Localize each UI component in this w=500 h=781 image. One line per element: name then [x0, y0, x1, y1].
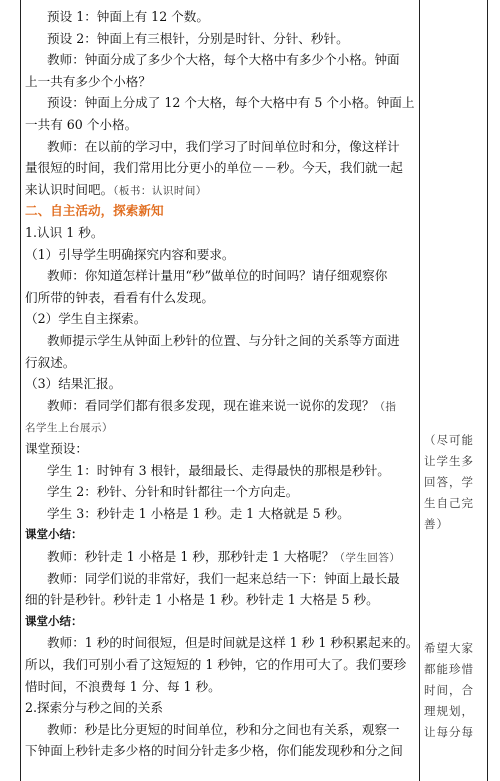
- inline-note: （学生回答）: [334, 552, 401, 564]
- text-line: [25, 115, 417, 134]
- text-line: [25, 677, 417, 696]
- line-text: 惜时间，不浪费每 1 分、每 1 秒。: [25, 678, 221, 694]
- side-note-line: （尽可能: [424, 433, 474, 447]
- side-note-line: 都能珍惜: [424, 662, 474, 676]
- inline-note: （指: [374, 400, 397, 413]
- text-line: [25, 741, 417, 760]
- text-line: [25, 569, 439, 588]
- text-line: [25, 223, 417, 242]
- text-line: [25, 331, 439, 350]
- side-note-line: 让学生多: [424, 454, 474, 468]
- line-text: 行叙述。: [25, 354, 76, 370]
- line-text: 学生 2：秒针、分针和时针都往一个方向走。: [47, 484, 299, 500]
- text-line: [25, 309, 417, 328]
- text-line: [25, 266, 439, 285]
- column-divider: [419, 0, 420, 781]
- text-line: [25, 547, 439, 566]
- side-note-line: 回答，学: [424, 475, 474, 489]
- text-line: [25, 698, 417, 717]
- line-text: 学生 3：秒针走 1 小格是 1 秒。走 1 大格就是 5 秒。: [47, 505, 350, 521]
- text-line: [25, 720, 439, 739]
- side-note-line: 善）: [424, 517, 449, 531]
- line-text: 1.认识 1 秒。: [25, 225, 104, 240]
- line-text: 们所带的钟表，看看有什么发现。: [25, 289, 214, 305]
- side-note-line: 理规划，: [424, 704, 474, 718]
- side-note-line: 让每分每: [424, 725, 474, 739]
- text-line: [25, 29, 439, 48]
- line-text: 细的针是秒针。秒针走 1 小格是 1 秒。秒针走 1 大格是 5 秒。: [25, 592, 379, 608]
- line-text: 上一共有多少个小格？: [25, 73, 151, 89]
- line-text: 一共有 60 个小格。: [25, 117, 138, 132]
- text-line: [25, 180, 417, 199]
- text-line: [25, 245, 417, 264]
- text-line: [25, 612, 417, 631]
- line-text: 下钟面上秒针走多少格的时间分针走多少格，你们能发现秒和分之间: [25, 743, 403, 759]
- line-text: （3）结果汇报。: [25, 376, 122, 392]
- line-text: 课堂小结：: [25, 613, 83, 628]
- line-text: 学生 1：时钟有 3 根针，最细最长、走得最快的那根是秒针。: [47, 462, 390, 478]
- line-text: 教师提示学生从钟面上秒针的位置、与分针之间的关系等方面进: [47, 333, 400, 348]
- side-note-encourage: [424, 430, 484, 535]
- text-line: [25, 137, 439, 156]
- line-text: 量很短的时间，我们常用比分更小的单位－－秒。今天，我们就一起: [25, 160, 403, 176]
- line-text: 教师：1 秒的时间很短，但是时间就是这样 1 秒 1 秒积累起来的。: [47, 635, 419, 651]
- text-line: [25, 396, 439, 415]
- text-line: [25, 590, 417, 609]
- text-line: [25, 525, 417, 544]
- text-line: [25, 158, 417, 177]
- line-text: 课堂预设：: [25, 441, 88, 456]
- line-text: （1）引导学生明确探究内容和要求。: [25, 246, 235, 262]
- text-line: [25, 72, 417, 91]
- text-line: [25, 504, 439, 523]
- line-text: 教师：秒针走 1 小格是 1 秒，那秒针走 1 大格呢？: [47, 549, 335, 564]
- text-line: [25, 50, 439, 69]
- line-text: 课堂小结：: [25, 527, 83, 542]
- text-line: [25, 482, 439, 501]
- text-line: [25, 7, 439, 26]
- side-note-cherish-time: [424, 638, 484, 743]
- line-text: 教师：同学们说的非常好，我们一起来总结一下：钟面上最长最: [47, 570, 400, 586]
- text-line: [25, 288, 417, 307]
- inline-note: 名学生上台展示）: [25, 422, 113, 435]
- line-text: 预设：钟面上分成了 12 个大格，每个大格中有 5 个小格。钟面上: [47, 95, 415, 111]
- line-text: 教师：你知道怎样计量用“秒”做单位的时间吗？请仔细观察你: [47, 268, 388, 284]
- text-line: [25, 439, 417, 458]
- line-text: 教师：秒是比分更短的时间单位，秒和分之间也有关系，观察一: [47, 721, 400, 737]
- text-line: [25, 417, 417, 436]
- line-text: （2）学生自主探索。: [25, 311, 147, 327]
- line-text: 教师：钟面分成了多少个大格，每个大格中有多少个小格。钟面: [47, 52, 400, 68]
- text-line: [25, 353, 417, 372]
- text-line: [25, 93, 439, 112]
- side-note-line: 时间，合: [424, 683, 474, 697]
- line-text: 2.探索分与秒之间的关系: [25, 700, 163, 716]
- text-line: [25, 374, 417, 393]
- text-line: [25, 633, 439, 652]
- section-heading: [25, 201, 417, 220]
- text-line: [25, 655, 417, 674]
- text-line: [25, 461, 439, 480]
- inline-note: （板书：认识时间）: [113, 184, 207, 197]
- side-note-line: 希望大家: [424, 641, 474, 655]
- line-text: 教师：在以前的学习中，我们学习了时间单位时和分，像这样计: [47, 138, 400, 154]
- line-text: 预设 2：钟面上有三根针，分别是时针、分针、秒针。: [47, 30, 349, 46]
- line-text: 来认识时间吧。: [25, 181, 114, 197]
- line-text: 教师：看同学们都有很多发现，现在谁来说一说你的发现？: [47, 397, 375, 413]
- line-text: 二、自主活动，探索新知: [25, 203, 164, 219]
- side-note-line: 生自己完: [424, 496, 474, 510]
- line-text: 所以，我们可别小看了这短短的 1 秒钟，它的作用可大了。我们要珍: [25, 657, 407, 672]
- line-text: 预设 1：钟面上有 12 个数。: [47, 9, 209, 24]
